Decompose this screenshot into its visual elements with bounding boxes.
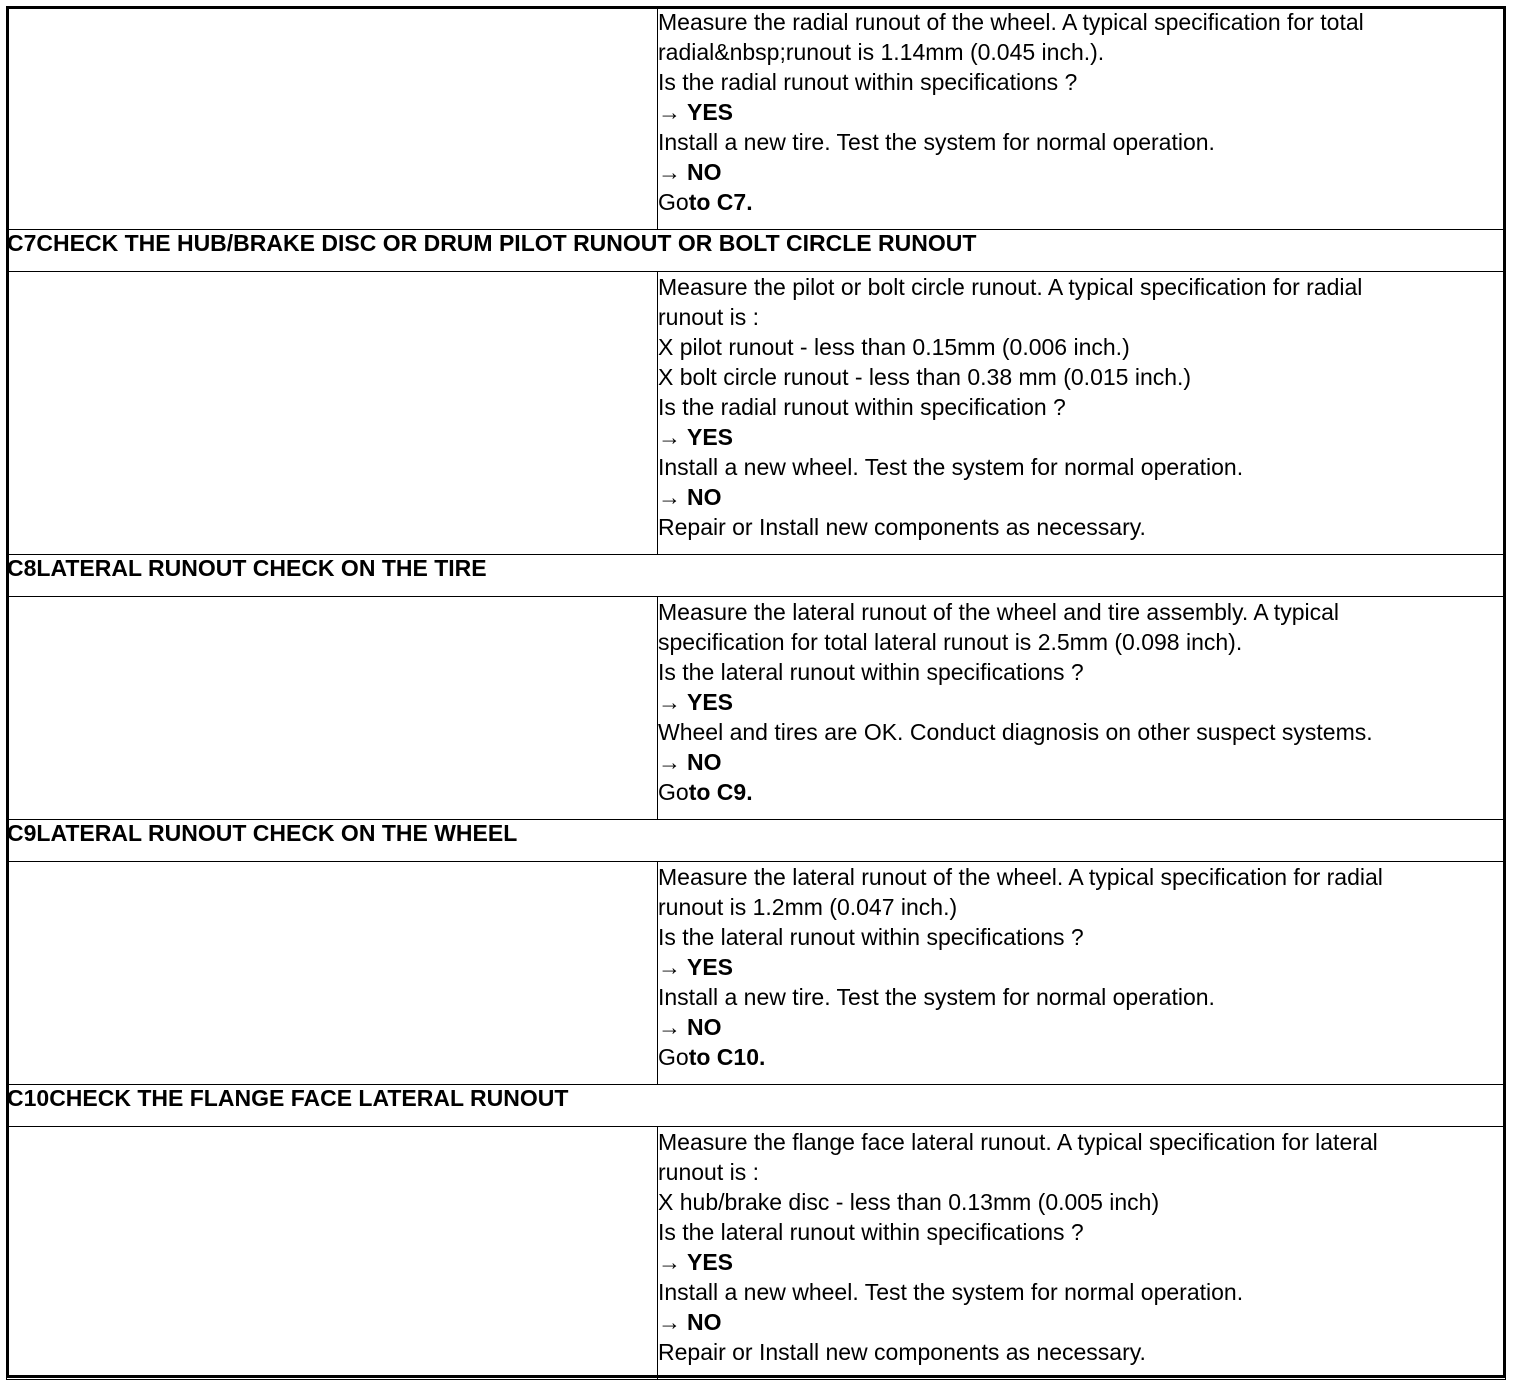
yes-action: Install a new wheel. Test the system for normal operation. (658, 454, 1244, 480)
blank-cell (7, 597, 658, 820)
instruction-line: Measure the lateral runout of the wheel. A typical specification for radial (658, 864, 1383, 890)
step-header-row (7, 820, 1506, 862)
no-answer (658, 1012, 1505, 1042)
step-heading-c7: C7CHECK THE HUB/BRAKE DISC OR DRUM PILOT RUNOUT OR BOLT CIRCLE RUNOUT (7, 230, 1506, 272)
instruction-line: X hub/brake disc - less than 0.13mm (0.005 inch) (658, 1189, 1160, 1215)
yes-answer (658, 952, 1505, 982)
yes-action: Install a new tire. Test the system for normal operation. (658, 129, 1215, 155)
no-action (658, 187, 1505, 217)
question-line: Is the radial runout within specifications ? (658, 69, 1078, 95)
step-instruction-cell (658, 597, 1506, 820)
no-action: Repair or Install new components as necessary. (658, 514, 1146, 540)
step-heading-c9: C9LATERAL RUNOUT CHECK ON THE WHEEL (7, 820, 1506, 862)
blank-cell (7, 272, 658, 555)
step-instruction-cell (658, 272, 1506, 555)
step-instruction-cell (658, 7, 1506, 230)
yes-answer (658, 1247, 1505, 1277)
instruction-line: runout is : (658, 304, 759, 330)
instruction-line: X bolt circle runout - less than 0.38 mm (0.015 inch.) (658, 364, 1192, 390)
no-label: NO (687, 484, 722, 510)
right-arrow-icon: → (658, 954, 681, 980)
yes-action: Install a new wheel. Test the system for normal operation. (658, 1279, 1244, 1305)
step-row-c9 (7, 862, 1506, 1085)
no-action (658, 777, 1505, 807)
instruction-line: runout is 1.2mm (0.047 inch.) (658, 894, 958, 920)
instruction-line: Measure the flange face lateral runout. A typical specification for lateral (658, 1129, 1378, 1155)
right-arrow-icon: → (658, 424, 681, 450)
no-answer (658, 157, 1505, 187)
step-row-c8 (7, 597, 1506, 820)
right-arrow-icon: → (658, 1249, 681, 1275)
instruction-line: Measure the lateral runout of the wheel and tire assembly. A typical (658, 599, 1340, 625)
right-arrow-icon: → (658, 159, 681, 185)
instruction-line: radial&nbsp;runout is 1.14mm (0.045 inch.). (658, 39, 1105, 65)
blank-cell (7, 1127, 658, 1380)
step-row-c7 (7, 272, 1506, 555)
no-answer (658, 1307, 1505, 1337)
goto-prefix: Go (658, 1044, 689, 1070)
step-instruction-cell (658, 1127, 1506, 1380)
no-label: NO (687, 159, 722, 185)
step-heading-c10: C10CHECK THE FLANGE FACE LATERAL RUNOUT (7, 1085, 1506, 1127)
right-arrow-icon: → (658, 1309, 681, 1335)
yes-action: Install a new tire. Test the system for normal operation. (658, 984, 1215, 1010)
blank-cell (7, 862, 658, 1085)
no-label: NO (687, 1309, 722, 1335)
step-header-row (7, 1085, 1506, 1127)
question-line: Is the lateral runout within specifications ? (658, 1219, 1084, 1245)
yes-label: YES (687, 954, 734, 980)
no-answer (658, 747, 1505, 777)
instruction-line: specification for total lateral runout is 2.5mm (0.098 inch). (658, 629, 1243, 655)
no-action: Repair or Install new components as necessary. (658, 1339, 1146, 1365)
step-heading-c8: C8LATERAL RUNOUT CHECK ON THE TIRE (7, 555, 1506, 597)
goto-target: to C7. (688, 189, 753, 215)
question-line: Is the lateral runout within specifications ? (658, 924, 1084, 950)
no-action (658, 1042, 1505, 1072)
yes-action: Wheel and tires are OK. Conduct diagnosis on other suspect systems. (658, 719, 1373, 745)
instruction-line: Measure the radial runout of the wheel. A typical specification for total (658, 9, 1364, 35)
right-arrow-icon: → (658, 1014, 681, 1040)
goto-prefix: Go (658, 189, 689, 215)
yes-answer (658, 97, 1505, 127)
no-label: NO (687, 749, 722, 775)
step-instruction-cell (658, 862, 1506, 1085)
no-label: NO (687, 1014, 722, 1040)
right-arrow-icon: → (658, 484, 681, 510)
goto-target: to C9. (688, 779, 753, 805)
goto-prefix: Go (658, 779, 689, 805)
question-line: Is the radial runout within specification ? (658, 394, 1066, 420)
right-arrow-icon: → (658, 749, 681, 775)
instruction-line: runout is : (658, 1159, 759, 1185)
right-arrow-icon: → (658, 99, 681, 125)
right-arrow-icon: → (658, 689, 681, 715)
step-row-c6-continued (7, 7, 1506, 230)
yes-answer (658, 422, 1505, 452)
yes-label: YES (687, 689, 734, 715)
step-row-c10 (7, 1127, 1506, 1380)
instruction-line: X pilot runout - less than 0.15mm (0.006 inch.) (658, 334, 1130, 360)
blank-cell (7, 7, 658, 230)
step-header-row (7, 230, 1506, 272)
question-line: Is the lateral runout within specifications ? (658, 659, 1084, 685)
no-answer (658, 482, 1505, 512)
yes-label: YES (687, 1249, 734, 1275)
yes-label: YES (687, 99, 734, 125)
step-header-row (7, 555, 1506, 597)
goto-target: to C10. (688, 1044, 766, 1070)
diagnostic-procedure-table (6, 6, 1506, 1380)
instruction-line: Measure the pilot or bolt circle runout. A typical specification for radial (658, 274, 1363, 300)
yes-answer (658, 687, 1505, 717)
yes-label: YES (687, 424, 734, 450)
